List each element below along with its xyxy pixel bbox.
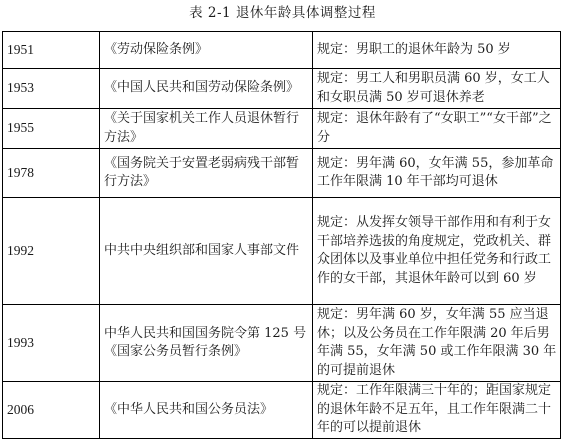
table-row xyxy=(3,32,561,69)
year-cell: 1955 xyxy=(3,109,100,149)
retirement-age-table xyxy=(2,31,561,439)
provision-cell: 规定：男工人和男职员满 60 岁，女工人和女职员满 50 岁可退休养老 xyxy=(313,69,561,109)
provision-cell: 规定：男年满 60 岁，女年满 55 应当退休；以及公务员在工作年限满 20 年后男年满 55，女年满 50 或工作年限满 30 年的可提前退休 xyxy=(313,305,561,382)
document-cell: 《中华人民共和国公务员法》 xyxy=(100,382,313,439)
year-cell: 1993 xyxy=(3,305,100,382)
table-row xyxy=(3,109,561,149)
table-caption: 表 2-1 退休年龄具体调整过程 xyxy=(189,5,376,21)
year-cell: 1978 xyxy=(3,149,100,198)
provision-cell: 规定：工作年限满三十年的；距国家规定的退休年龄不足五年，且工作年限满二十年的可以提前退休 xyxy=(313,382,561,439)
provision-cell: 规定：退休年龄有了“女职工”“女干部”之分 xyxy=(313,109,561,149)
document-cell: 中共中央组织部和国家人事部文件 xyxy=(100,198,313,305)
provision-cell: 规定：男年满 60，女年满 55，参加革命工作年限满 10 年干部均可退休 xyxy=(313,149,561,198)
table-row xyxy=(3,149,561,198)
table-row xyxy=(3,305,561,382)
document-cell: 《国务院关于安置老弱病残干部暂行方法》 xyxy=(100,149,313,198)
document-cell: 《中国人民共和国劳动保险条例》 xyxy=(100,69,313,109)
table-row xyxy=(3,382,561,439)
table-row xyxy=(3,69,561,109)
document-cell: 中华人民共和国国务院令第 125 号《国家公务员暂行条例》 xyxy=(100,305,313,382)
year-cell: 2006 xyxy=(3,382,100,439)
provision-cell: 规定：男职工的退休年龄为 50 岁 xyxy=(313,32,561,69)
provision-cell: 规定：从发挥女领导干部作用和有利于女干部培养选拔的角度规定，党政机关、群众团体以及事业单位中担任党务和行政工作的女干部，其退休年龄可以到 60 岁 xyxy=(313,198,561,305)
year-cell: 1953 xyxy=(3,69,100,109)
year-cell: 1992 xyxy=(3,198,100,305)
document-cell: 《关于国家机关工作人员退休暂行方法》 xyxy=(100,109,313,149)
table-row xyxy=(3,198,561,305)
document-cell: 《劳动保险条例》 xyxy=(100,32,313,69)
year-cell: 1951 xyxy=(3,32,100,69)
